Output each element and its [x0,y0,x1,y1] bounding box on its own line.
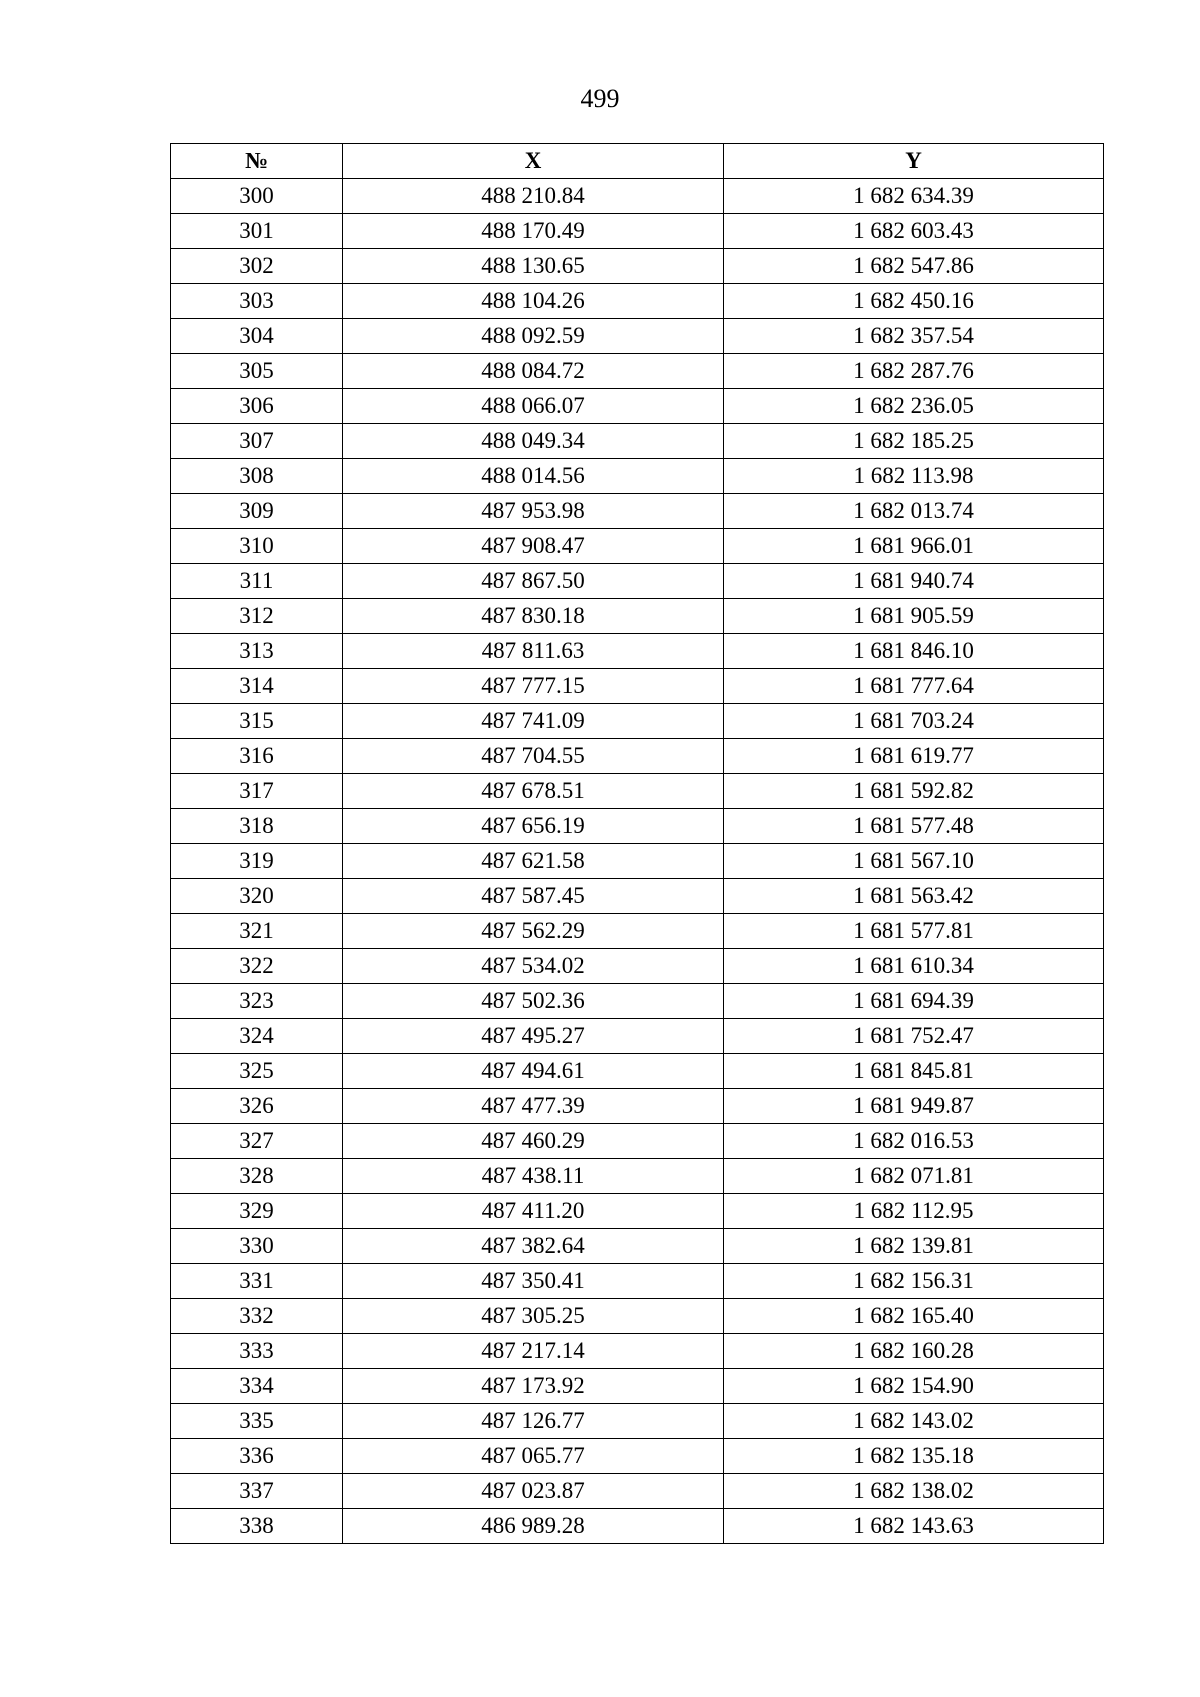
cell-x: 487 811.63 [343,634,724,669]
cell-y: 1 682 156.31 [724,1264,1104,1299]
cell-y: 1 681 777.64 [724,669,1104,704]
table-row [171,1299,1104,1334]
cell-number: 316 [171,739,343,774]
table-row [171,249,1104,284]
table-row [171,1054,1104,1089]
cell-number: 319 [171,844,343,879]
cell-number: 301 [171,214,343,249]
cell-y: 1 681 619.77 [724,739,1104,774]
cell-x: 487 495.27 [343,1019,724,1054]
cell-y: 1 682 138.02 [724,1474,1104,1509]
cell-y: 1 682 634.39 [724,179,1104,214]
table-row [171,1404,1104,1439]
cell-x: 487 350.41 [343,1264,724,1299]
cell-x: 487 494.61 [343,1054,724,1089]
cell-number: 328 [171,1159,343,1194]
cell-number: 337 [171,1474,343,1509]
cell-y: 1 681 563.42 [724,879,1104,914]
cell-x: 487 065.77 [343,1439,724,1474]
cell-number: 323 [171,984,343,1019]
cell-x: 487 173.92 [343,1369,724,1404]
cell-y: 1 681 592.82 [724,774,1104,809]
cell-number: 314 [171,669,343,704]
cell-y: 1 682 071.81 [724,1159,1104,1194]
table-row [171,1019,1104,1054]
cell-x: 488 092.59 [343,319,724,354]
table-row [171,704,1104,739]
table-row [171,494,1104,529]
cell-number: 305 [171,354,343,389]
cell-y: 1 682 154.90 [724,1369,1104,1404]
cell-x: 488 104.26 [343,284,724,319]
cell-number: 321 [171,914,343,949]
cell-y: 1 681 567.10 [724,844,1104,879]
cell-number: 330 [171,1229,343,1264]
cell-number: 303 [171,284,343,319]
cell-x: 488 130.65 [343,249,724,284]
cell-x: 488 210.84 [343,179,724,214]
table-body [171,179,1104,1544]
cell-y: 1 681 610.34 [724,949,1104,984]
cell-y: 1 682 236.05 [724,389,1104,424]
cell-number: 332 [171,1299,343,1334]
cell-y: 1 682 185.25 [724,424,1104,459]
cell-number: 306 [171,389,343,424]
table-row [171,879,1104,914]
table-row [171,844,1104,879]
coordinates-table [170,143,1104,1544]
cell-number: 324 [171,1019,343,1054]
table-row [171,1124,1104,1159]
cell-y: 1 682 603.43 [724,214,1104,249]
cell-x: 487 477.39 [343,1089,724,1124]
table-row [171,634,1104,669]
table-row [171,179,1104,214]
cell-x: 487 023.87 [343,1474,724,1509]
cell-number: 300 [171,179,343,214]
cell-x: 487 867.50 [343,564,724,599]
cell-x: 488 066.07 [343,389,724,424]
cell-y: 1 681 703.24 [724,704,1104,739]
table-row [171,354,1104,389]
table-row [171,1334,1104,1369]
table-row [171,1509,1104,1544]
cell-number: 329 [171,1194,343,1229]
table-row [171,599,1104,634]
cell-y: 1 681 752.47 [724,1019,1104,1054]
table-row [171,1229,1104,1264]
cell-number: 333 [171,1334,343,1369]
cell-number: 334 [171,1369,343,1404]
cell-y: 1 681 905.59 [724,599,1104,634]
table-row [171,1369,1104,1404]
cell-x: 487 534.02 [343,949,724,984]
header-y: Y [724,144,1104,179]
cell-number: 335 [171,1404,343,1439]
cell-y: 1 682 135.18 [724,1439,1104,1474]
cell-number: 308 [171,459,343,494]
cell-x: 487 502.36 [343,984,724,1019]
cell-y: 1 682 450.16 [724,284,1104,319]
cell-number: 326 [171,1089,343,1124]
cell-number: 313 [171,634,343,669]
table-row [171,1439,1104,1474]
cell-y: 1 681 577.81 [724,914,1104,949]
cell-y: 1 682 143.63 [724,1509,1104,1544]
table-row [171,1159,1104,1194]
cell-x: 488 049.34 [343,424,724,459]
cell-x: 487 777.15 [343,669,724,704]
cell-y: 1 681 577.48 [724,809,1104,844]
cell-y: 1 682 016.53 [724,1124,1104,1159]
table-row [171,1194,1104,1229]
page-number: 499 [580,84,620,113]
table-row [171,984,1104,1019]
cell-y: 1 682 139.81 [724,1229,1104,1264]
table-row [171,809,1104,844]
cell-number: 322 [171,949,343,984]
table-row [171,774,1104,809]
cell-number: 318 [171,809,343,844]
cell-y: 1 682 113.98 [724,459,1104,494]
cell-number: 325 [171,1054,343,1089]
cell-x: 487 305.25 [343,1299,724,1334]
table-row [171,564,1104,599]
table-row [171,284,1104,319]
header-number: № [171,144,343,179]
cell-number: 307 [171,424,343,459]
cell-x: 487 656.19 [343,809,724,844]
cell-x: 487 741.09 [343,704,724,739]
cell-y: 1 682 165.40 [724,1299,1104,1334]
cell-number: 310 [171,529,343,564]
cell-number: 320 [171,879,343,914]
cell-y: 1 681 694.39 [724,984,1104,1019]
table-row [171,389,1104,424]
cell-x: 487 621.58 [343,844,724,879]
cell-x: 487 830.18 [343,599,724,634]
cell-x: 486 989.28 [343,1509,724,1544]
cell-number: 304 [171,319,343,354]
cell-number: 312 [171,599,343,634]
cell-number: 311 [171,564,343,599]
cell-y: 1 682 287.76 [724,354,1104,389]
table-row [171,739,1104,774]
cell-y: 1 682 160.28 [724,1334,1104,1369]
cell-number: 338 [171,1509,343,1544]
cell-y: 1 681 949.87 [724,1089,1104,1124]
table-row [171,529,1104,564]
cell-y: 1 681 845.81 [724,1054,1104,1089]
cell-y: 1 682 112.95 [724,1194,1104,1229]
table-row [171,319,1104,354]
cell-x: 487 678.51 [343,774,724,809]
cell-number: 336 [171,1439,343,1474]
cell-x: 487 126.77 [343,1404,724,1439]
table-row [171,914,1104,949]
cell-x: 487 382.64 [343,1229,724,1264]
cell-y: 1 682 143.02 [724,1404,1104,1439]
table-row [171,1264,1104,1299]
cell-x: 488 014.56 [343,459,724,494]
cell-x: 488 084.72 [343,354,724,389]
cell-y: 1 682 013.74 [724,494,1104,529]
cell-x: 487 411.20 [343,1194,724,1229]
cell-x: 488 170.49 [343,214,724,249]
cell-number: 309 [171,494,343,529]
table-row [171,214,1104,249]
table-row [171,424,1104,459]
cell-y: 1 681 966.01 [724,529,1104,564]
cell-y: 1 682 547.86 [724,249,1104,284]
table-row [171,1474,1104,1509]
cell-y: 1 681 940.74 [724,564,1104,599]
table-header-row [171,144,1104,179]
cell-x: 487 587.45 [343,879,724,914]
header-x: X [343,144,724,179]
cell-x: 487 460.29 [343,1124,724,1159]
table-row [171,949,1104,984]
table-row [171,459,1104,494]
cell-y: 1 681 846.10 [724,634,1104,669]
cell-y: 1 682 357.54 [724,319,1104,354]
cell-number: 302 [171,249,343,284]
cell-number: 331 [171,1264,343,1299]
cell-number: 317 [171,774,343,809]
cell-x: 487 908.47 [343,529,724,564]
table-row [171,1089,1104,1124]
cell-number: 327 [171,1124,343,1159]
cell-number: 315 [171,704,343,739]
cell-x: 487 953.98 [343,494,724,529]
cell-x: 487 704.55 [343,739,724,774]
cell-x: 487 562.29 [343,914,724,949]
cell-x: 487 438.11 [343,1159,724,1194]
table-row [171,669,1104,704]
cell-x: 487 217.14 [343,1334,724,1369]
